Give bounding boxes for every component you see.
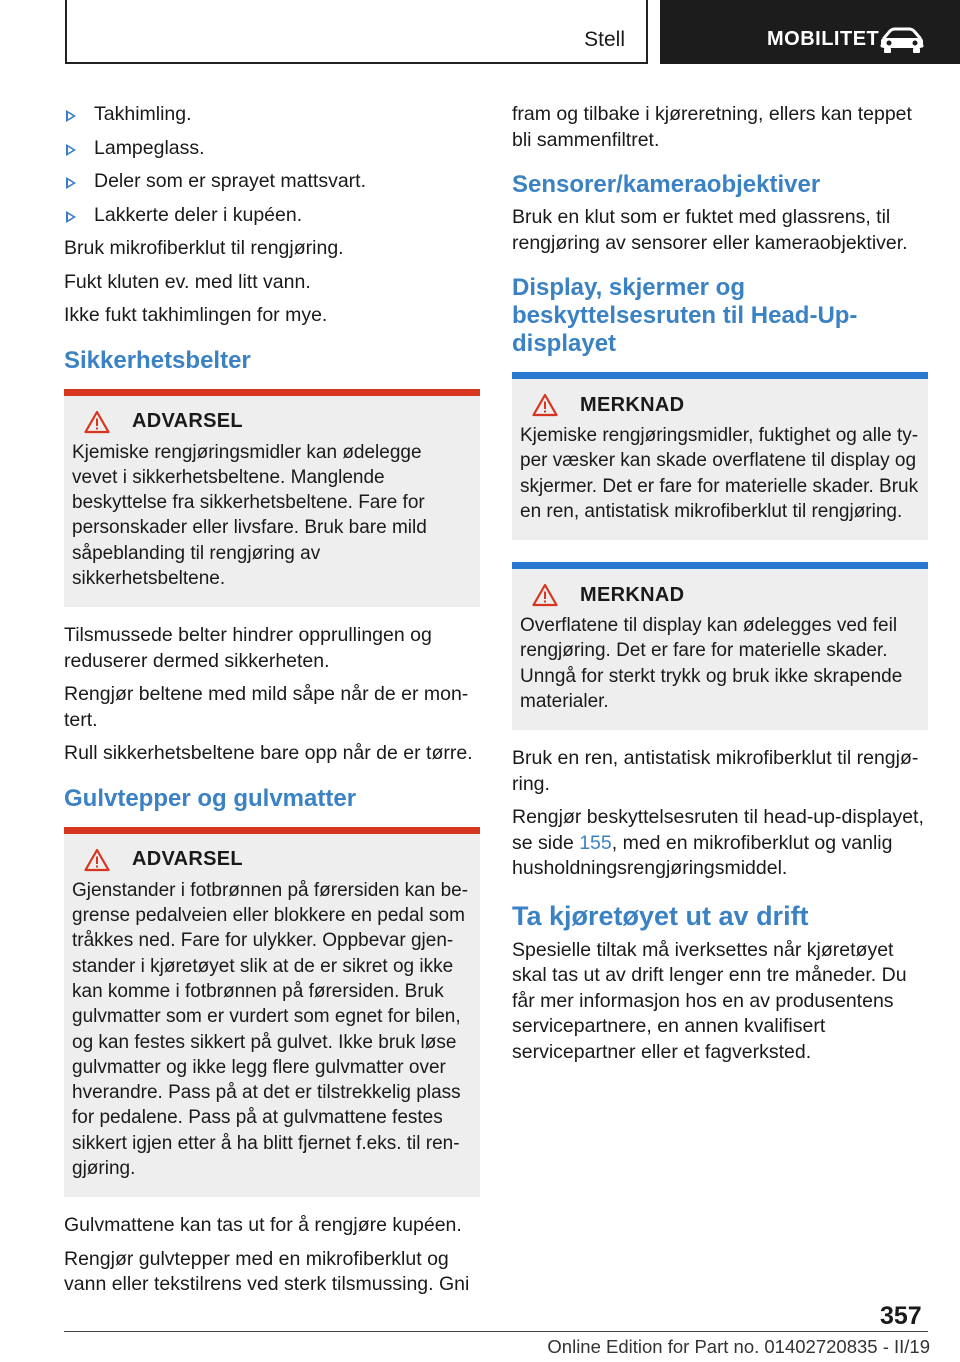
paragraph: Ikke fukt takhimlingen for mye. xyxy=(64,304,328,326)
notice-box xyxy=(512,562,928,730)
notice-triangle-icon xyxy=(532,393,558,417)
heading-gulvtepper: Gulvtepper og gulvmatter xyxy=(64,784,357,812)
warning-box xyxy=(64,389,480,608)
list-item: Lampeglass. xyxy=(64,136,480,162)
car-icon xyxy=(878,26,926,54)
paragraph: Spesielle tiltak må iverksettes når kjøretøyet skal tas ut av drift lenger enn tre måneder. Du får mer informasjon hos en av produsentens servicepartnere, en annen kvalifisert servicepartner eller et fagverksted. xyxy=(512,938,907,1063)
page-number: 357 xyxy=(880,1302,922,1330)
paragraph: Gulvmattene kan tas ut for å rengjøre kupéen. xyxy=(64,1214,462,1237)
warning-text: Kjemiske rengjøringsmidler kan ødelegge vevet i sikkerhetsbeltene. Manglende beskyttelse fra sikkerhetsbeltene. Fare for personskader eller livsfare. Bruk bare mild såpeblanding til rengjøring av sikkerhetsbeltene. xyxy=(72,441,427,589)
chapter-tab[interactable] xyxy=(660,0,960,64)
list-item: Takhimling. xyxy=(64,102,480,128)
paragraph: Fukt kluten ev. med litt vann. xyxy=(64,270,311,293)
page-reference-link[interactable]: 155 xyxy=(579,831,612,854)
notice-text: Kjemiske rengjøringsmidler, fuktighet og alle typer væsker kan skade overflatene til display og skjermer. Det er fare for materielle skader. Bruk en ren, antistatisk mikrofiberklut til rengjøring. xyxy=(520,425,919,522)
warning-text: Gjenstander i fotbrønnen på førersiden kan begrense pedalveien eller blokkere en pedal som tråkkes ned. Fare for ulykker. Oppbevar gjenstander i kjøretøyet slik at de er sikret og ikke kan komme i fotbrønnen på førersiden. Bruk gulvmatter som er vurdert som egnet for bilen, og kan festes sikkert på gulvet. Ikke bruk løse gulvmatter og ikke legg flere gulvmatter over hverandre. Pass på at det er tilstrekkelig plass for pedalene. Pass på at gulvmattene festes sikkert igjen etter å ha blitt fjernet f.eks. til rengjøring. xyxy=(72,879,469,1180)
paragraph: Tilsmussede belter hindrer opprullingen og reduserer dermed sikkerheten. xyxy=(64,624,432,672)
list-item: Lakkerte deler i kupéen. xyxy=(64,203,480,229)
bullet-triangle-icon xyxy=(66,110,76,122)
material-list xyxy=(64,102,480,228)
header-frame xyxy=(65,0,648,64)
right-column xyxy=(512,102,928,1073)
list-item: Deler som er sprayet mattsvart. xyxy=(64,169,480,195)
bullet-triangle-icon xyxy=(66,211,76,223)
heading-sikkerhetsbelter: Sikkerhetsbelter xyxy=(64,346,251,374)
left-column xyxy=(64,102,480,1306)
chapter-tab-label: MOBILITET xyxy=(767,28,880,50)
heading-display: Display, skjermer og beskyttelsesruten til Head-Up-displayet xyxy=(512,274,858,357)
heading-ta-ut-av-drift: Ta kjøretøyet ut av drift xyxy=(512,900,809,931)
paragraph: Bruk mikrofiberklut til rengjøring. xyxy=(64,237,344,259)
paragraph: Bruk en klut som er fuktet med glassrens, til rengjøring av sensorer eller kameraobjektiver. xyxy=(512,206,908,254)
notice-text: Overflatene til display kan ødelegges ved feil rengjøring. Det er fare for materielle skader. Unngå for sterkt trykk og bruk ikke skrapende materialer. xyxy=(520,615,903,713)
paragraph: Bruk en ren, antistatisk mikrofiberklut til rengjøring. xyxy=(512,747,919,795)
section-title: Stell xyxy=(584,28,625,51)
warning-triangle-icon xyxy=(84,410,110,434)
paragraph: Rengjør beskyttelsesruten til head-up-displayet, se side 155, med en mikrofiberklut og vanlig husholdningsrengjøringsmiddel. xyxy=(512,806,924,880)
warning-title: ADVARSEL xyxy=(132,410,243,432)
footer-divider xyxy=(64,1331,928,1332)
paragraph: Rengjør gulvtepper med en mikrofiberklut og vann eller tekstilrens ved sterk tilsmussing. Gni xyxy=(64,1247,470,1296)
paragraph: Rengjør beltene med mild såpe når de er montert. xyxy=(64,683,469,731)
paragraph: fram og tilbake i kjøreretning, ellers kan teppet bli sammenfiltret. xyxy=(512,103,912,151)
notice-triangle-icon xyxy=(532,583,558,607)
warning-box xyxy=(64,827,480,1198)
bullet-triangle-icon xyxy=(66,144,76,156)
paragraph: Rull sikkerhetsbeltene bare opp når de er tørre. xyxy=(64,742,473,765)
warning-title: ADVARSEL xyxy=(132,848,243,871)
notice-box xyxy=(512,372,928,540)
edition-footer: Online Edition for Part no. 01402720835 - II/19 xyxy=(547,1336,930,1357)
heading-sensorer: Sensorer/kameraobjektiver xyxy=(512,171,821,198)
notice-title: MERKNAD xyxy=(580,583,685,606)
warning-triangle-icon xyxy=(84,848,110,872)
bullet-triangle-icon xyxy=(66,177,76,189)
notice-title: MERKNAD xyxy=(580,393,685,416)
